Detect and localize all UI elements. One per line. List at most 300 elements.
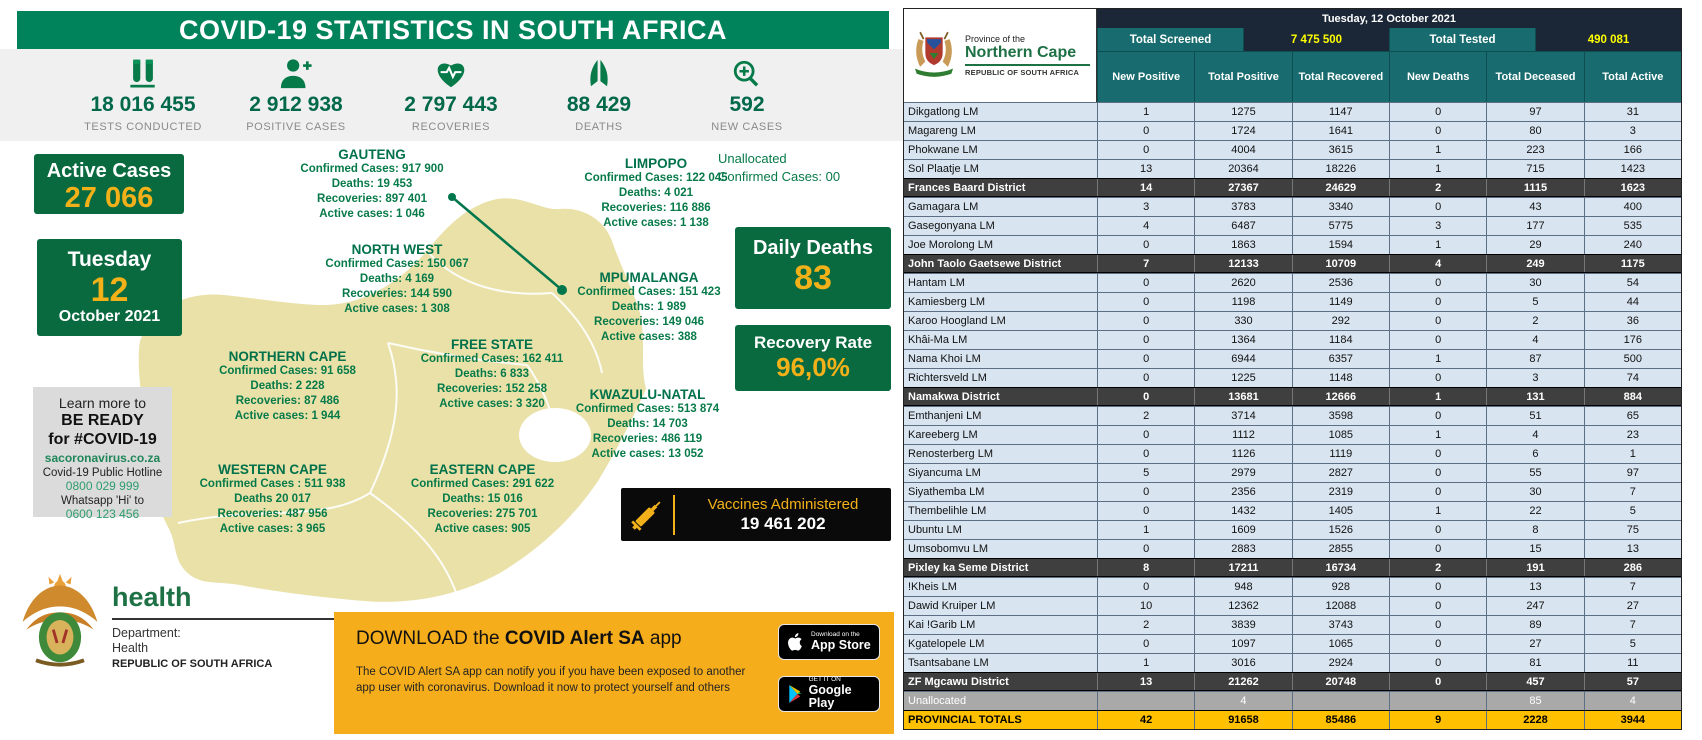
row-name: ZF Mgcawu District: [908, 675, 1009, 688]
row-value: 7: [1584, 616, 1681, 634]
screened-tested-row: [1097, 28, 1681, 51]
row-value: 1149: [1292, 293, 1389, 311]
row-value: 535: [1584, 217, 1681, 235]
province-stats-north-west: [297, 242, 497, 317]
vaccines-administered-box: [621, 488, 891, 541]
row-value: 2979: [1194, 464, 1291, 482]
row-value: 292: [1292, 312, 1389, 330]
vaccines-label: Vaccines Administered: [707, 495, 859, 513]
table-row-joe-morolong-lm: [904, 235, 1681, 254]
info-line: Covid-19 Public Hotline: [42, 467, 163, 479]
be-ready-info-box: [33, 387, 172, 521]
row-value: 0: [1389, 597, 1486, 615]
row-value: 65: [1584, 407, 1681, 425]
national-stat-tests-conducted: [58, 57, 228, 133]
national-stat-positive-cases: [211, 57, 381, 133]
praying-hands-icon: [514, 57, 684, 91]
row-value: 27367: [1194, 179, 1291, 196]
row-value: 0: [1389, 635, 1486, 653]
province-stat-line: Recoveries: 487 956: [217, 508, 328, 520]
row-value: 0: [1389, 483, 1486, 501]
row-value: 1115: [1486, 179, 1583, 196]
row-value: 6: [1486, 445, 1583, 463]
row-name: Pixley ka Seme District: [908, 561, 1029, 574]
stat-label: RECOVERIES: [411, 121, 491, 133]
row-name: Namakwa District: [908, 390, 1000, 403]
test-tubes-icon: [58, 57, 228, 91]
row-name: Siyancuma LM: [908, 467, 981, 479]
stat-label: DEATHS: [575, 121, 623, 133]
vaccines-value: 19 461 202: [740, 513, 826, 533]
row-value: 0: [1097, 426, 1194, 444]
table-row-gamagara-lm: [904, 197, 1681, 216]
row-value: 1405: [1292, 502, 1389, 520]
row-value: 87: [1486, 350, 1583, 368]
table-row-magareng-lm: [904, 121, 1681, 140]
row-value: 177: [1486, 217, 1583, 235]
province-stat-line: Recoveries: 116 886: [601, 202, 711, 214]
row-value: 16734: [1292, 559, 1389, 576]
badge-small-text: GET IT ON: [808, 676, 841, 684]
province-stat-line: Deaths: 14 703: [607, 418, 688, 430]
row-value: 17211: [1194, 559, 1291, 576]
province-stat-line: Confirmed Cases: 917 900: [300, 163, 444, 175]
row-value: 13: [1486, 578, 1583, 596]
province-stats-western-cape: [170, 462, 375, 537]
row-name: Phokwane LM: [908, 144, 978, 156]
row-name: !Kheis LM: [908, 581, 957, 593]
row-value: 457: [1486, 673, 1583, 690]
row-value: 330: [1194, 312, 1291, 330]
table-row-dawid-kruiper-lm: [904, 596, 1681, 615]
row-value: 5: [1486, 293, 1583, 311]
row-name: Khâi-Ma LM: [908, 334, 968, 346]
total-screened-value: 7 475 500: [1243, 28, 1389, 51]
province-stat-line: Deaths: 19 453: [331, 178, 413, 190]
row-value: 20364: [1194, 160, 1291, 178]
row-value: 5: [1584, 502, 1681, 520]
row-value: 13681: [1194, 388, 1291, 405]
row-name: Karoo Hoogland LM: [908, 315, 1006, 327]
row-value: 1: [1097, 103, 1194, 121]
province-name: KWAZULU-NATAL: [589, 387, 706, 402]
row-name: Unallocated: [908, 695, 967, 707]
row-value: 4004: [1194, 141, 1291, 159]
province-stat-line: Active cases: 1 046: [319, 208, 425, 220]
row-name: Kareeberg LM: [908, 429, 978, 441]
row-value: 97: [1486, 103, 1583, 121]
row-value: 1: [1389, 141, 1486, 159]
row-name: Magareng LM: [908, 125, 976, 137]
province-stat-line: Active cases: 3 965: [219, 523, 326, 535]
table-row-pixley-ka-seme-district: [904, 558, 1681, 577]
row-name: Dikgatlong LM: [908, 106, 979, 118]
row-value: 85486: [1292, 711, 1389, 729]
row-value: 4: [1486, 426, 1583, 444]
national-stat-deaths: [514, 57, 684, 133]
row-value: 12362: [1194, 597, 1291, 615]
national-stats-strip: [0, 49, 903, 141]
row-value: 1: [1389, 350, 1486, 368]
row-value: 1198: [1194, 293, 1291, 311]
row-value: 0: [1389, 445, 1486, 463]
row-value: 884: [1584, 388, 1681, 405]
province-stat-line: Deaths: 4 169: [359, 273, 435, 285]
row-value: 2: [1097, 616, 1194, 634]
table-row-siyathemba-lm: [904, 482, 1681, 501]
row-value: [1097, 692, 1194, 710]
table-row-kgatelopele-lm: [904, 634, 1681, 653]
info-line: Learn more to: [58, 395, 147, 411]
row-value: 1423: [1584, 160, 1681, 178]
row-value: 12088: [1292, 597, 1389, 615]
row-value: 0: [1389, 407, 1486, 425]
row-value: 0: [1389, 673, 1486, 690]
row-value: 2356: [1194, 483, 1291, 501]
magnifier-plus-icon: [662, 57, 832, 91]
row-value: 0: [1389, 369, 1486, 387]
row-value: 74: [1584, 369, 1681, 387]
row-value: 191: [1486, 559, 1583, 576]
row-value: 8: [1097, 559, 1194, 576]
row-name: Hantam LM: [908, 277, 965, 289]
row-value: 20748: [1292, 673, 1389, 690]
badge-big-text: Google Play: [808, 683, 852, 711]
row-value: [1389, 692, 1486, 710]
row-value: 0: [1389, 521, 1486, 539]
table-row-thembelihle-lm: [904, 501, 1681, 520]
province-name: WESTERN CAPE: [218, 462, 327, 477]
row-value: 54: [1584, 274, 1681, 292]
row-value: 27: [1584, 597, 1681, 615]
row-value: 286: [1584, 559, 1681, 576]
northern-cape-logo: [904, 9, 1097, 102]
row-value: 1623: [1584, 179, 1681, 196]
row-value: 7: [1584, 578, 1681, 596]
row-value: 51: [1486, 407, 1583, 425]
column-header-total-active: Total Active: [1584, 51, 1681, 102]
row-value: 948: [1194, 578, 1291, 596]
row-value: 0: [1097, 502, 1194, 520]
row-name: Renosterberg LM: [908, 448, 993, 460]
row-value: 3944: [1584, 711, 1681, 729]
table-row-zf-mgcawu-district: [904, 672, 1681, 691]
column-header-total-recovered: Total Recovered: [1292, 51, 1389, 102]
row-value: 240: [1584, 236, 1681, 254]
row-name: Dawid Kruiper LM: [908, 600, 996, 612]
row-value: 0: [1097, 350, 1194, 368]
row-value: 0: [1389, 464, 1486, 482]
row-value: 55: [1486, 464, 1583, 482]
row-value: 131: [1486, 388, 1583, 405]
table-row-ubuntu-lm: [904, 520, 1681, 539]
row-value: 0: [1097, 236, 1194, 254]
province-stat-line: Confirmed Cases: 151 423: [577, 286, 721, 298]
row-value: 30: [1486, 274, 1583, 292]
row-value: 13: [1584, 540, 1681, 558]
row-name: Kai !Garib LM: [908, 619, 976, 631]
row-value: 21262: [1194, 673, 1291, 690]
row-value: 3016: [1194, 654, 1291, 672]
row-value: 12666: [1292, 388, 1389, 405]
row-value: 13: [1097, 673, 1194, 690]
unallocated-value: Confirmed Cases: 00: [718, 169, 841, 184]
row-value: 6357: [1292, 350, 1389, 368]
row-value: 1526: [1292, 521, 1389, 539]
row-value: 2536: [1292, 274, 1389, 292]
row-value: 7: [1097, 255, 1194, 272]
row-value: 1: [1389, 160, 1486, 178]
row-value: 5775: [1292, 217, 1389, 235]
province-name: MPUMALANGA: [599, 270, 699, 285]
row-value: 7: [1584, 483, 1681, 501]
date-number: 12: [90, 271, 129, 309]
unallocated-label: Unallocated: [718, 151, 787, 166]
row-value: 2827: [1292, 464, 1389, 482]
total-tested-label: Total Tested: [1389, 28, 1535, 51]
province-stats-mpumalanga: [549, 270, 749, 345]
national-stat-recoveries: [366, 57, 536, 133]
table-row-john-taolo-gaetsewe-district: [904, 254, 1681, 273]
hotline-link[interactable]: sacoronavirus.co.za: [44, 451, 161, 465]
province-stat-line: Active cases: 1 308: [344, 303, 450, 315]
province-stat-line: Confirmed Cases: 513 874: [575, 403, 720, 415]
province-name: EASTERN CAPE: [429, 462, 536, 477]
province-table-panel: [903, 0, 1702, 740]
table-row-nama-khoi-lm: [904, 349, 1681, 368]
row-value: 75: [1584, 521, 1681, 539]
row-name: Emthanjeni LM: [908, 410, 982, 422]
row-value: 2228: [1486, 711, 1583, 729]
hotline-link[interactable]: 0600 123 456: [65, 507, 140, 521]
row-value: 0: [1389, 293, 1486, 311]
divider: [112, 618, 364, 620]
row-value: 43: [1486, 198, 1583, 216]
row-value: 30: [1486, 483, 1583, 501]
recovery-rate-box: [735, 325, 891, 391]
hotline-link[interactable]: 0800 029 999: [65, 479, 140, 493]
row-value: 4: [1389, 255, 1486, 272]
stat-value: 592: [729, 93, 765, 116]
province-stats-northern-cape: [185, 349, 390, 424]
province-stat-line: Confirmed Cases: 150 067: [325, 258, 469, 270]
row-name: Ubuntu LM: [908, 524, 962, 536]
row-value: 4: [1584, 692, 1681, 710]
health-brand: health: [112, 582, 192, 612]
row-value: 0: [1097, 578, 1194, 596]
row-value: 6487: [1194, 217, 1291, 235]
column-header-total-positive: Total Positive: [1194, 51, 1291, 102]
download-app-title: [356, 628, 682, 650]
province-stat-line: Deaths: 2 228: [250, 380, 325, 392]
title-bold: COVID Alert SA: [504, 628, 645, 649]
province-stat-line: Active cases: 3 320: [439, 398, 545, 410]
row-value: 1119: [1292, 445, 1389, 463]
row-value: 1609: [1194, 521, 1291, 539]
row-name: Thembelihle LM: [908, 505, 987, 517]
row-value: 2620: [1194, 274, 1291, 292]
row-value: 42: [1097, 711, 1194, 729]
table-row-kamiesberg-lm: [904, 292, 1681, 311]
province-name: NORTHERN CAPE: [228, 349, 347, 364]
province-stat-line: Recoveries: 275 701: [427, 508, 538, 520]
row-name: John Taolo Gaetsewe District: [908, 257, 1062, 270]
table-row-hantam-lm: [904, 273, 1681, 292]
table-date: Tuesday, 12 October 2021: [1097, 9, 1681, 28]
badge-small-text: Download on the: [811, 631, 860, 639]
row-value: 1275: [1194, 103, 1291, 121]
table-row-richtersveld-lm: [904, 368, 1681, 387]
table-row-dikgatlong-lm: [904, 102, 1681, 121]
province-name: LIMPOPO: [624, 156, 688, 171]
logo-line2: Northern Cape: [965, 44, 1077, 61]
table-rows: [904, 102, 1681, 729]
table-row-provincial-totals: [904, 710, 1681, 729]
download-app-description: The COVID Alert SA app can notify you if you have been exposed to another app user with coronavirus. Download it now to protect yourself and others: [356, 666, 746, 695]
row-value: 1: [1389, 502, 1486, 520]
row-value: 3598: [1292, 407, 1389, 425]
province-stat-line: Recoveries: 486 119: [592, 433, 703, 445]
row-value: 85: [1486, 692, 1583, 710]
row-value: 0: [1389, 198, 1486, 216]
row-value: 1724: [1194, 122, 1291, 140]
province-stat-line: Active cases: 1 138: [603, 217, 709, 229]
row-value: 11: [1584, 654, 1681, 672]
active-cases-box: [34, 154, 184, 214]
stat-label: POSITIVE CASES: [246, 121, 346, 133]
total-screened-label: Total Screened: [1097, 28, 1243, 51]
row-value: 0: [1389, 103, 1486, 121]
row-value: 6944: [1194, 350, 1291, 368]
sa-coat-of-arms-icon: [16, 572, 104, 673]
row-value: 2855: [1292, 540, 1389, 558]
province-stat-line: Deaths: 1 989: [611, 301, 687, 313]
row-name: Nama Khoi LM: [908, 353, 981, 365]
daily-deaths-value: 83: [794, 259, 832, 297]
badge-big-text: App Store: [811, 637, 871, 652]
province-stat-line: Confirmed Cases: 122 045: [584, 172, 728, 184]
active-cases-label: Active Cases: [46, 160, 172, 182]
department-of-health-block: [112, 582, 372, 670]
row-value: 1641: [1292, 122, 1389, 140]
province-stat-line: Active cases: 388: [601, 331, 697, 343]
row-value: 1364: [1194, 331, 1291, 349]
province-name: GAUTENG: [338, 147, 406, 162]
row-value: 8: [1486, 521, 1583, 539]
column-header-total-deceased: Total Deceased: [1486, 51, 1583, 102]
province-name: FREE STATE: [450, 337, 533, 352]
row-value: 0: [1097, 331, 1194, 349]
row-value: 1: [1584, 445, 1681, 463]
row-value: 31: [1584, 103, 1681, 121]
column-header-new-positive: New Positive: [1097, 51, 1194, 102]
row-value: 0: [1097, 274, 1194, 292]
google-play-icon: [786, 685, 804, 703]
department-line3: REPUBLIC OF SOUTH AFRICA: [112, 658, 273, 670]
row-value: 0: [1097, 141, 1194, 159]
province-stat-line: Deaths: 6 833: [454, 368, 530, 380]
row-value: 4: [1097, 217, 1194, 235]
row-value: 0: [1097, 540, 1194, 558]
row-value: 0: [1389, 578, 1486, 596]
table-row-namakwa-district: [904, 387, 1681, 406]
province-stat-line: Recoveries: 87 486: [235, 395, 340, 407]
row-name: Gasegonyana LM: [908, 220, 995, 232]
syringe-icon: [621, 495, 673, 535]
stat-value: 2 912 938: [249, 93, 343, 116]
row-value: 24629: [1292, 179, 1389, 196]
logo-line3: REPUBLIC OF SOUTH AFRICA: [965, 68, 1080, 77]
row-value: 23: [1584, 426, 1681, 444]
row-value: 89: [1486, 616, 1583, 634]
row-value: 715: [1486, 160, 1583, 178]
row-value: 0: [1389, 540, 1486, 558]
info-line: BE READY: [61, 412, 144, 429]
row-value: 2: [1389, 559, 1486, 576]
row-value: 1097: [1194, 635, 1291, 653]
province-stat-line: Deaths 20 017: [234, 493, 311, 505]
divider: [965, 64, 1090, 66]
row-value: 5: [1097, 464, 1194, 482]
row-value: 1175: [1584, 255, 1681, 272]
province-stat-line: Active cases: 13 052: [591, 448, 704, 460]
table-row-siyancuma-lm: [904, 463, 1681, 482]
province-stat-line: Confirmed Cases: 291 622: [410, 478, 555, 490]
row-name: Tsantsabane LM: [908, 657, 989, 669]
total-tested-value: 490 081: [1535, 28, 1681, 51]
row-value: 22: [1486, 502, 1583, 520]
row-value: 1: [1097, 654, 1194, 672]
province-stat-line: Active cases: 905: [434, 523, 531, 535]
row-name: Frances Baard District: [908, 181, 1026, 194]
row-value: 4: [1194, 692, 1291, 710]
row-value: 249: [1486, 255, 1583, 272]
province-stat-line: Recoveries: 149 046: [594, 316, 704, 328]
row-value: 1: [1389, 426, 1486, 444]
row-value: 15: [1486, 540, 1583, 558]
table-row-kai-garib-lm: [904, 615, 1681, 634]
date-month-year: October 2021: [58, 308, 161, 325]
table-row-sol-plaatje-lm: [904, 159, 1681, 178]
row-value: 36: [1584, 312, 1681, 330]
row-value: 1: [1389, 236, 1486, 254]
row-value: 1225: [1194, 369, 1291, 387]
row-value: 1112: [1194, 426, 1291, 444]
app-store-badge[interactable]: [778, 624, 880, 660]
row-value: 1085: [1292, 426, 1389, 444]
title-pre: DOWNLOAD the: [356, 628, 505, 649]
page-title: COVID-19 STATISTICS IN SOUTH AFRICA: [17, 11, 889, 49]
row-value: 400: [1584, 198, 1681, 216]
row-value: 1: [1097, 521, 1194, 539]
table-row-gasegonyana-lm: [904, 216, 1681, 235]
province-stat-line: Deaths: 4 021: [618, 187, 694, 199]
row-value: 4: [1486, 331, 1583, 349]
google-play-badge[interactable]: [778, 676, 880, 712]
row-name: Gamagara LM: [908, 201, 979, 213]
row-name: Sol Plaatje LM: [908, 163, 979, 175]
row-value: 1594: [1292, 236, 1389, 254]
province-stat-line: Active cases: 1 944: [234, 410, 341, 422]
province-stat-line: Recoveries: 897 401: [317, 193, 427, 205]
row-value: 0: [1389, 122, 1486, 140]
table-row-phokwane-lm: [904, 140, 1681, 159]
row-value: 0: [1389, 331, 1486, 349]
stat-value: 18 016 455: [90, 93, 196, 116]
row-value: 14: [1097, 179, 1194, 196]
row-value: 44: [1584, 293, 1681, 311]
date-box: [37, 239, 182, 336]
